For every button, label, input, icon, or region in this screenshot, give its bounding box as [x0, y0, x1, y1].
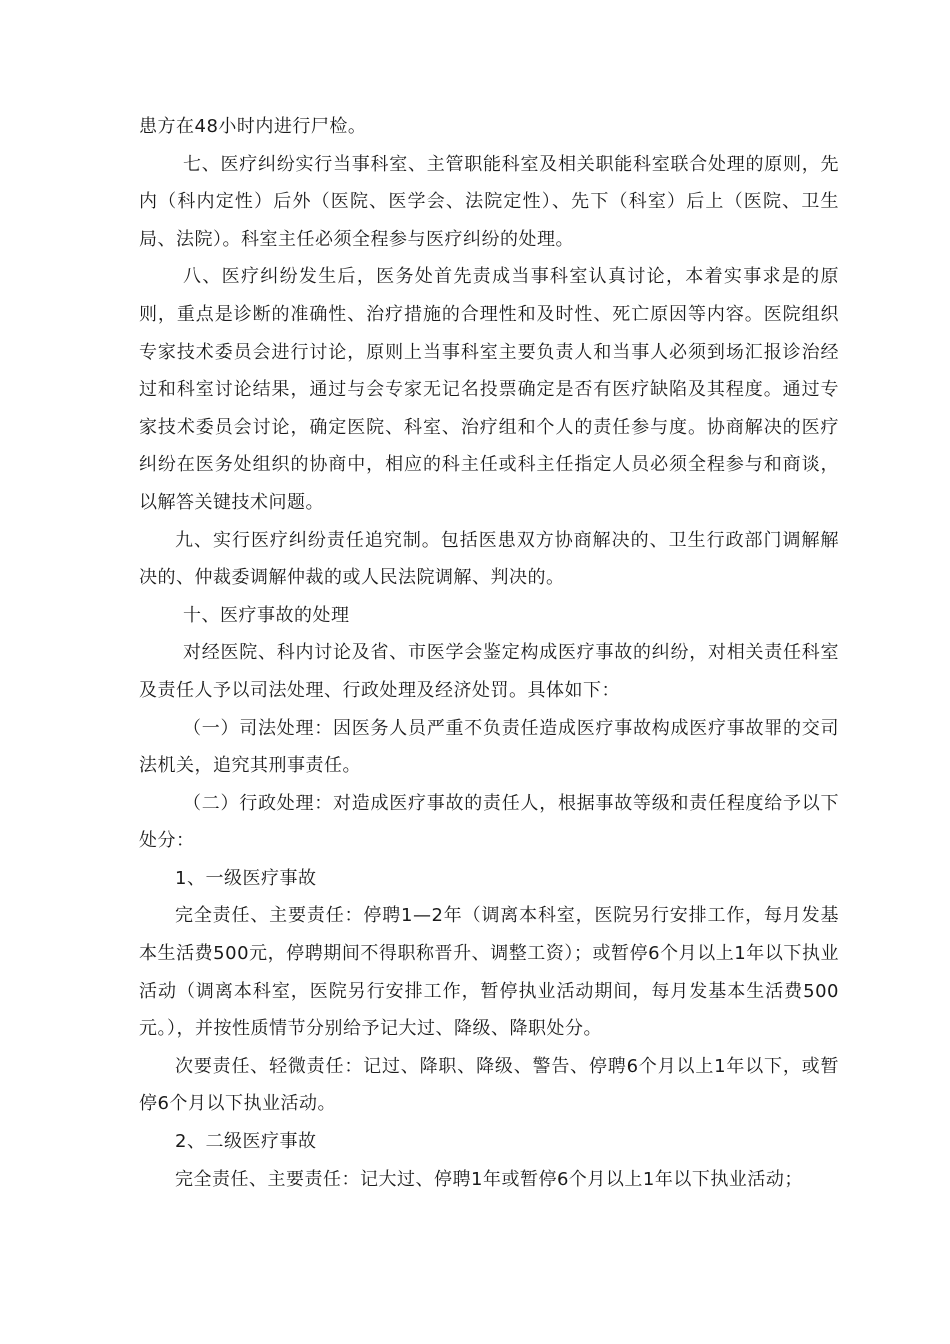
- paragraph-judicial-handling: （一）司法处理：因医务人员严重不负责任造成医疗事故构成医疗事故罪的交司法机关，追究其刑事责任。: [139, 717, 839, 777]
- document-body: [139, 108, 839, 1198]
- subheading-level-2-accident: 2、二级医疗事故: [175, 1131, 317, 1153]
- section-heading-accident-handling: 十、医疗事故的处理: [183, 604, 350, 626]
- paragraph-autopsy-continuation: 患方在48小时内进行尸检。: [139, 116, 367, 137]
- paragraph-rule-8: 八、医疗纠纷发生后，医务处首先责成当事科室认真讨论，本着实事求是的原则，重点是诊断的准确性、治疗措施的合理性和及时性、死亡原因等内容。医院组织专家技术委员会进行讨论，原则上当事科室主要负责人和当事人必须到场汇报诊治经过和科室讨论结果，通过与会专家无记名投票确定是否有医疗缺陷及其程度。通过专家技术委员会讨论，确定医院、科室、治疗组和个人的责任参与度。协商解决的医疗纠纷在医务处组织的协商中，相应的科主任或科主任指定人员必须全程参与和商谈，以解答关键技术问题。: [139, 266, 839, 513]
- paragraph-rule-7: 七、医疗纠纷实行当事科室、主管职能科室及相关职能科室联合处理的原则，先内（科内定性）后外（医院、医学会、法院定性）、先下（科室）后上（医院、卫生局、法院）。科室主任必须全程参与医疗纠纷的处理。: [139, 153, 839, 250]
- subheading-level-1-accident: 1、一级医疗事故: [175, 867, 317, 889]
- paragraph-level-1-secondary: 次要责任、轻微责任：记过、降职、降级、警告、停聘6个月以上1年以下，或暂停6个月以下执业活动。: [139, 1055, 839, 1115]
- paragraph-rule-9: 九、实行医疗纠纷责任追究制。包括医患双方协商解决的、卫生行政部门调解解决的、仲裁委调解仲裁的或人民法院调解、判决的。: [139, 529, 839, 589]
- paragraph-accident-intro: 对经医院、科内讨论及省、市医学会鉴定构成医疗事故的纠纷，对相关责任科室及责任人予以司法处理、行政处理及经济处罚。具体如下：: [139, 642, 839, 701]
- paragraph-level-2-primary: 完全责任、主要责任：记大过、停聘1年或暂停6个月以上1年以下执业活动；: [175, 1168, 803, 1190]
- paragraph-level-1-primary: 完全责任、主要责任：停聘1—2年（调离本科室，医院另行安排工作，每月发基本生活费500元，停聘期间不得职称晋升、调整工资）；或暂停6个月以上1年以下执业活动（调离本科室，医院另行安排工作，暂停执业活动期间，每月发基本生活费500元。），并按性质情节分别给予记大过、降级、降职处分。: [139, 905, 839, 1040]
- paragraph-administrative-handling: （二）行政处理：对造成医疗事故的责任人，根据事故等级和责任程度给予以下处分：: [139, 792, 839, 852]
